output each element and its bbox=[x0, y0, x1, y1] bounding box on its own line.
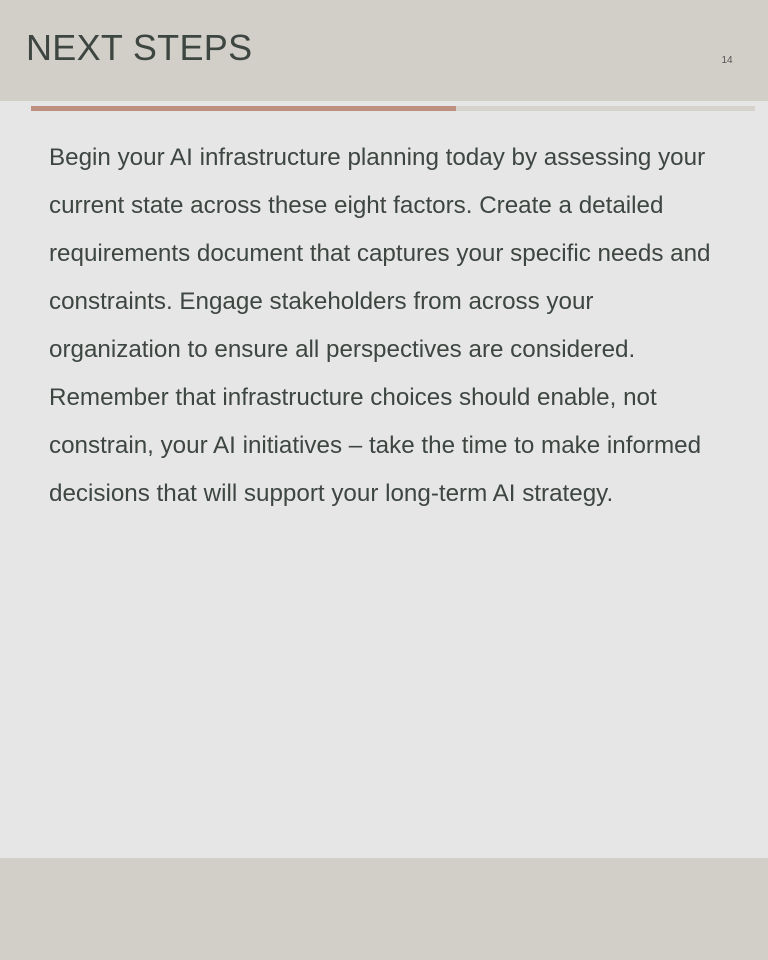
body-paragraph: Begin your AI infrastructure planning today by assessing your current state across these eight factors. Create a detailed requirements document that captures your specific needs and constraints. Engage stakeholders from across your organization to ensure all perspectives are considered. Remember that infrastructure choices should enable, not constrain, your AI initiatives – take the time to make informed decisions that will support your long-term AI strategy. bbox=[49, 144, 711, 507]
header-band bbox=[0, 0, 768, 101]
divider-accent-bar bbox=[31, 106, 456, 111]
footer-band bbox=[0, 858, 768, 960]
title-divider bbox=[31, 106, 755, 111]
slide-title: NEXT STEPS bbox=[26, 27, 253, 68]
slide-number: 14 bbox=[721, 55, 733, 66]
